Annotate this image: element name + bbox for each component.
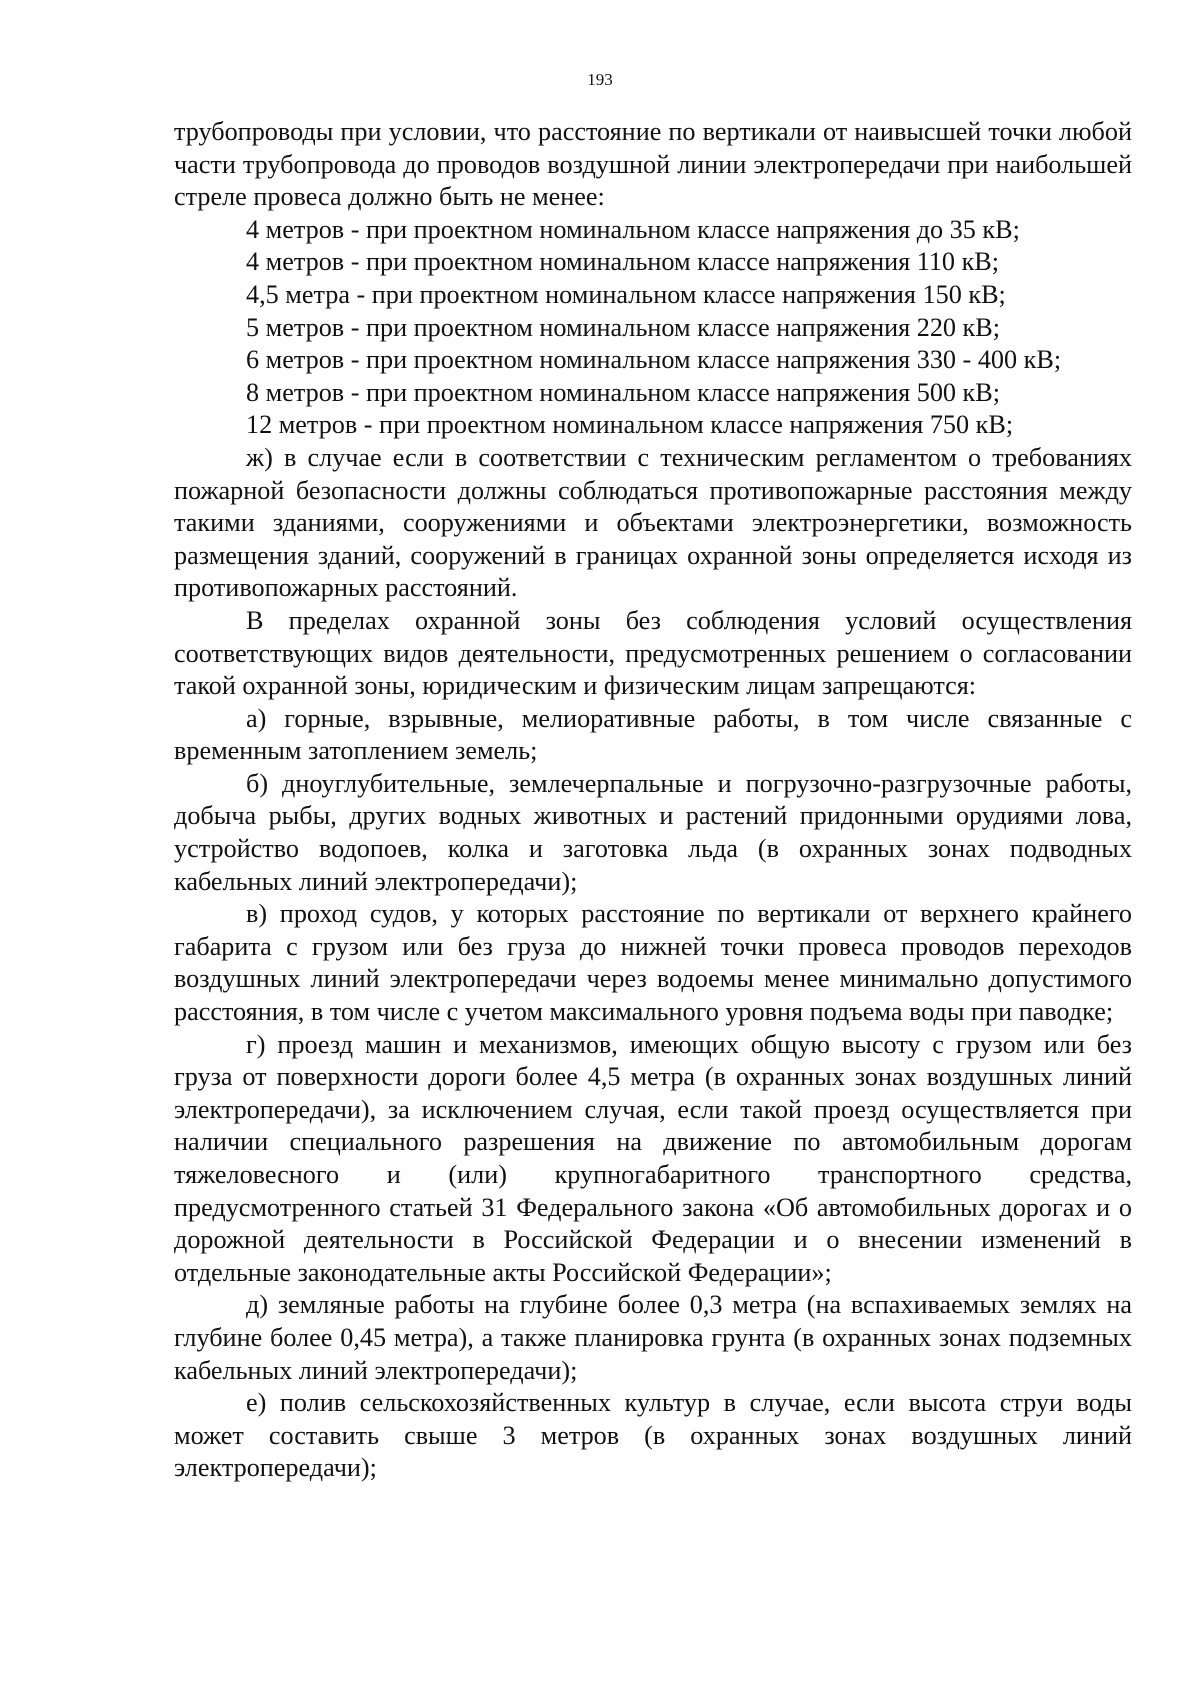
paragraph-prohibitions-intro: В пределах охранной зоны без соблюдения условий осуществления соответствующих видов деятельности, предусмотренных решением о согласовании такой охранной зоны, юридическим и физическим лицам запрещаются: bbox=[174, 605, 1132, 701]
clearance-item-750kv: 12 метров - при проектном номинальном классе напряжения 750 кВ; bbox=[246, 410, 1014, 440]
paragraph-item-e: е) полив сельскохозяйственных культур в случае, если высота струи воды может составить свыше 3 метров (в охранных зонах воздушных линий электропередачи); bbox=[174, 1388, 1132, 1483]
clearance-item-220kv: 5 метров - при проектном номинальном классе напряжения 220 кВ; bbox=[246, 312, 1001, 342]
clearance-item-500kv: 8 метров - при проектном номинальном классе напряжения 500 кВ; bbox=[246, 377, 1001, 407]
paragraph-item-zh: ж) в случае если в соответствии с техническим регламентом о требованиях пожарной безопасности должны соблюдаться противопожарные расстояния между такими зданиями, сооружениями и объектами электроэнергетики, возможность размещения зданий, сооружений в границах охранной зоны определяется исходя из противопожарных расстояний. bbox=[174, 442, 1132, 603]
paragraph-pipeline-clearance: трубопроводы при условии, что расстояние по вертикали от наивысшей точки любой части трубопровода до проводов воздушной линии электропередачи при наибольшей стреле провеса должно быть не менее: bbox=[174, 117, 1132, 212]
clearance-item-330-400kv: 6 метров - при проектном номинальном классе напряжения 330 - 400 кВ; bbox=[246, 345, 1062, 375]
clearance-item-35kv: 4 метров - при проектном номинальном классе напряжения до 35 кВ; bbox=[246, 214, 1020, 244]
paragraph-item-a: а) горные, взрывные, мелиоративные работы, в том числе связанные с временным затоплением земель; bbox=[174, 703, 1132, 766]
body-text bbox=[174, 116, 1132, 1485]
page-number: 193 bbox=[587, 70, 613, 89]
paragraph-item-g: г) проезд машин и механизмов, имеющих общую высоту с грузом или без груза от поверхности дороги более 4,5 метра (в охранных зонах воздушных линий электропередачи), за исключением случая, если такой проезд осуществляется при наличии специального разрешения на движение по автомобильным дорогам тяжеловесного и (или) крупногабаритного транспортного средства, предусмотренного статьей 31 Федерального закона «Об автомобильных дорогах и о дорожной деятельности в Российской Федерации и о внесении изменений в отдельные законодательные акты Российской Федерации»; bbox=[174, 1029, 1132, 1287]
clearance-item-110kv: 4 метров - при проектном номинальном классе напряжения 110 кВ; bbox=[246, 247, 1000, 277]
paragraph-item-d: д) земляные работы на глубине более 0,3 метра (на вспахиваемых землях на глубине более 0,45 метра), а также планировка грунта (в охранных зонах подземных кабельных линий электропередачи); bbox=[174, 1290, 1132, 1385]
paragraph-item-b: б) дноуглубительные, землечерпальные и погрузочно-разгрузочные работы, добыча рыбы, других водных животных и растений придонными орудиями лова, устройство водопоев, колка и заготовка льда (в охранных зонах подводных кабельных линий электропередачи); bbox=[174, 768, 1132, 896]
paragraph-item-v: в) проход судов, у которых расстояние по вертикали от верхнего крайнего габарита с грузом или без груза до нижней точки провеса проводов переходов воздушных линий электропередачи через водоемы менее минимально допустимого расстояния, в том числе с учетом максимального уровня подъема воды при паводке; bbox=[174, 899, 1132, 1027]
clearance-item-150kv: 4,5 метра - при проектном номинальном классе напряжения 150 кВ; bbox=[246, 279, 1006, 309]
